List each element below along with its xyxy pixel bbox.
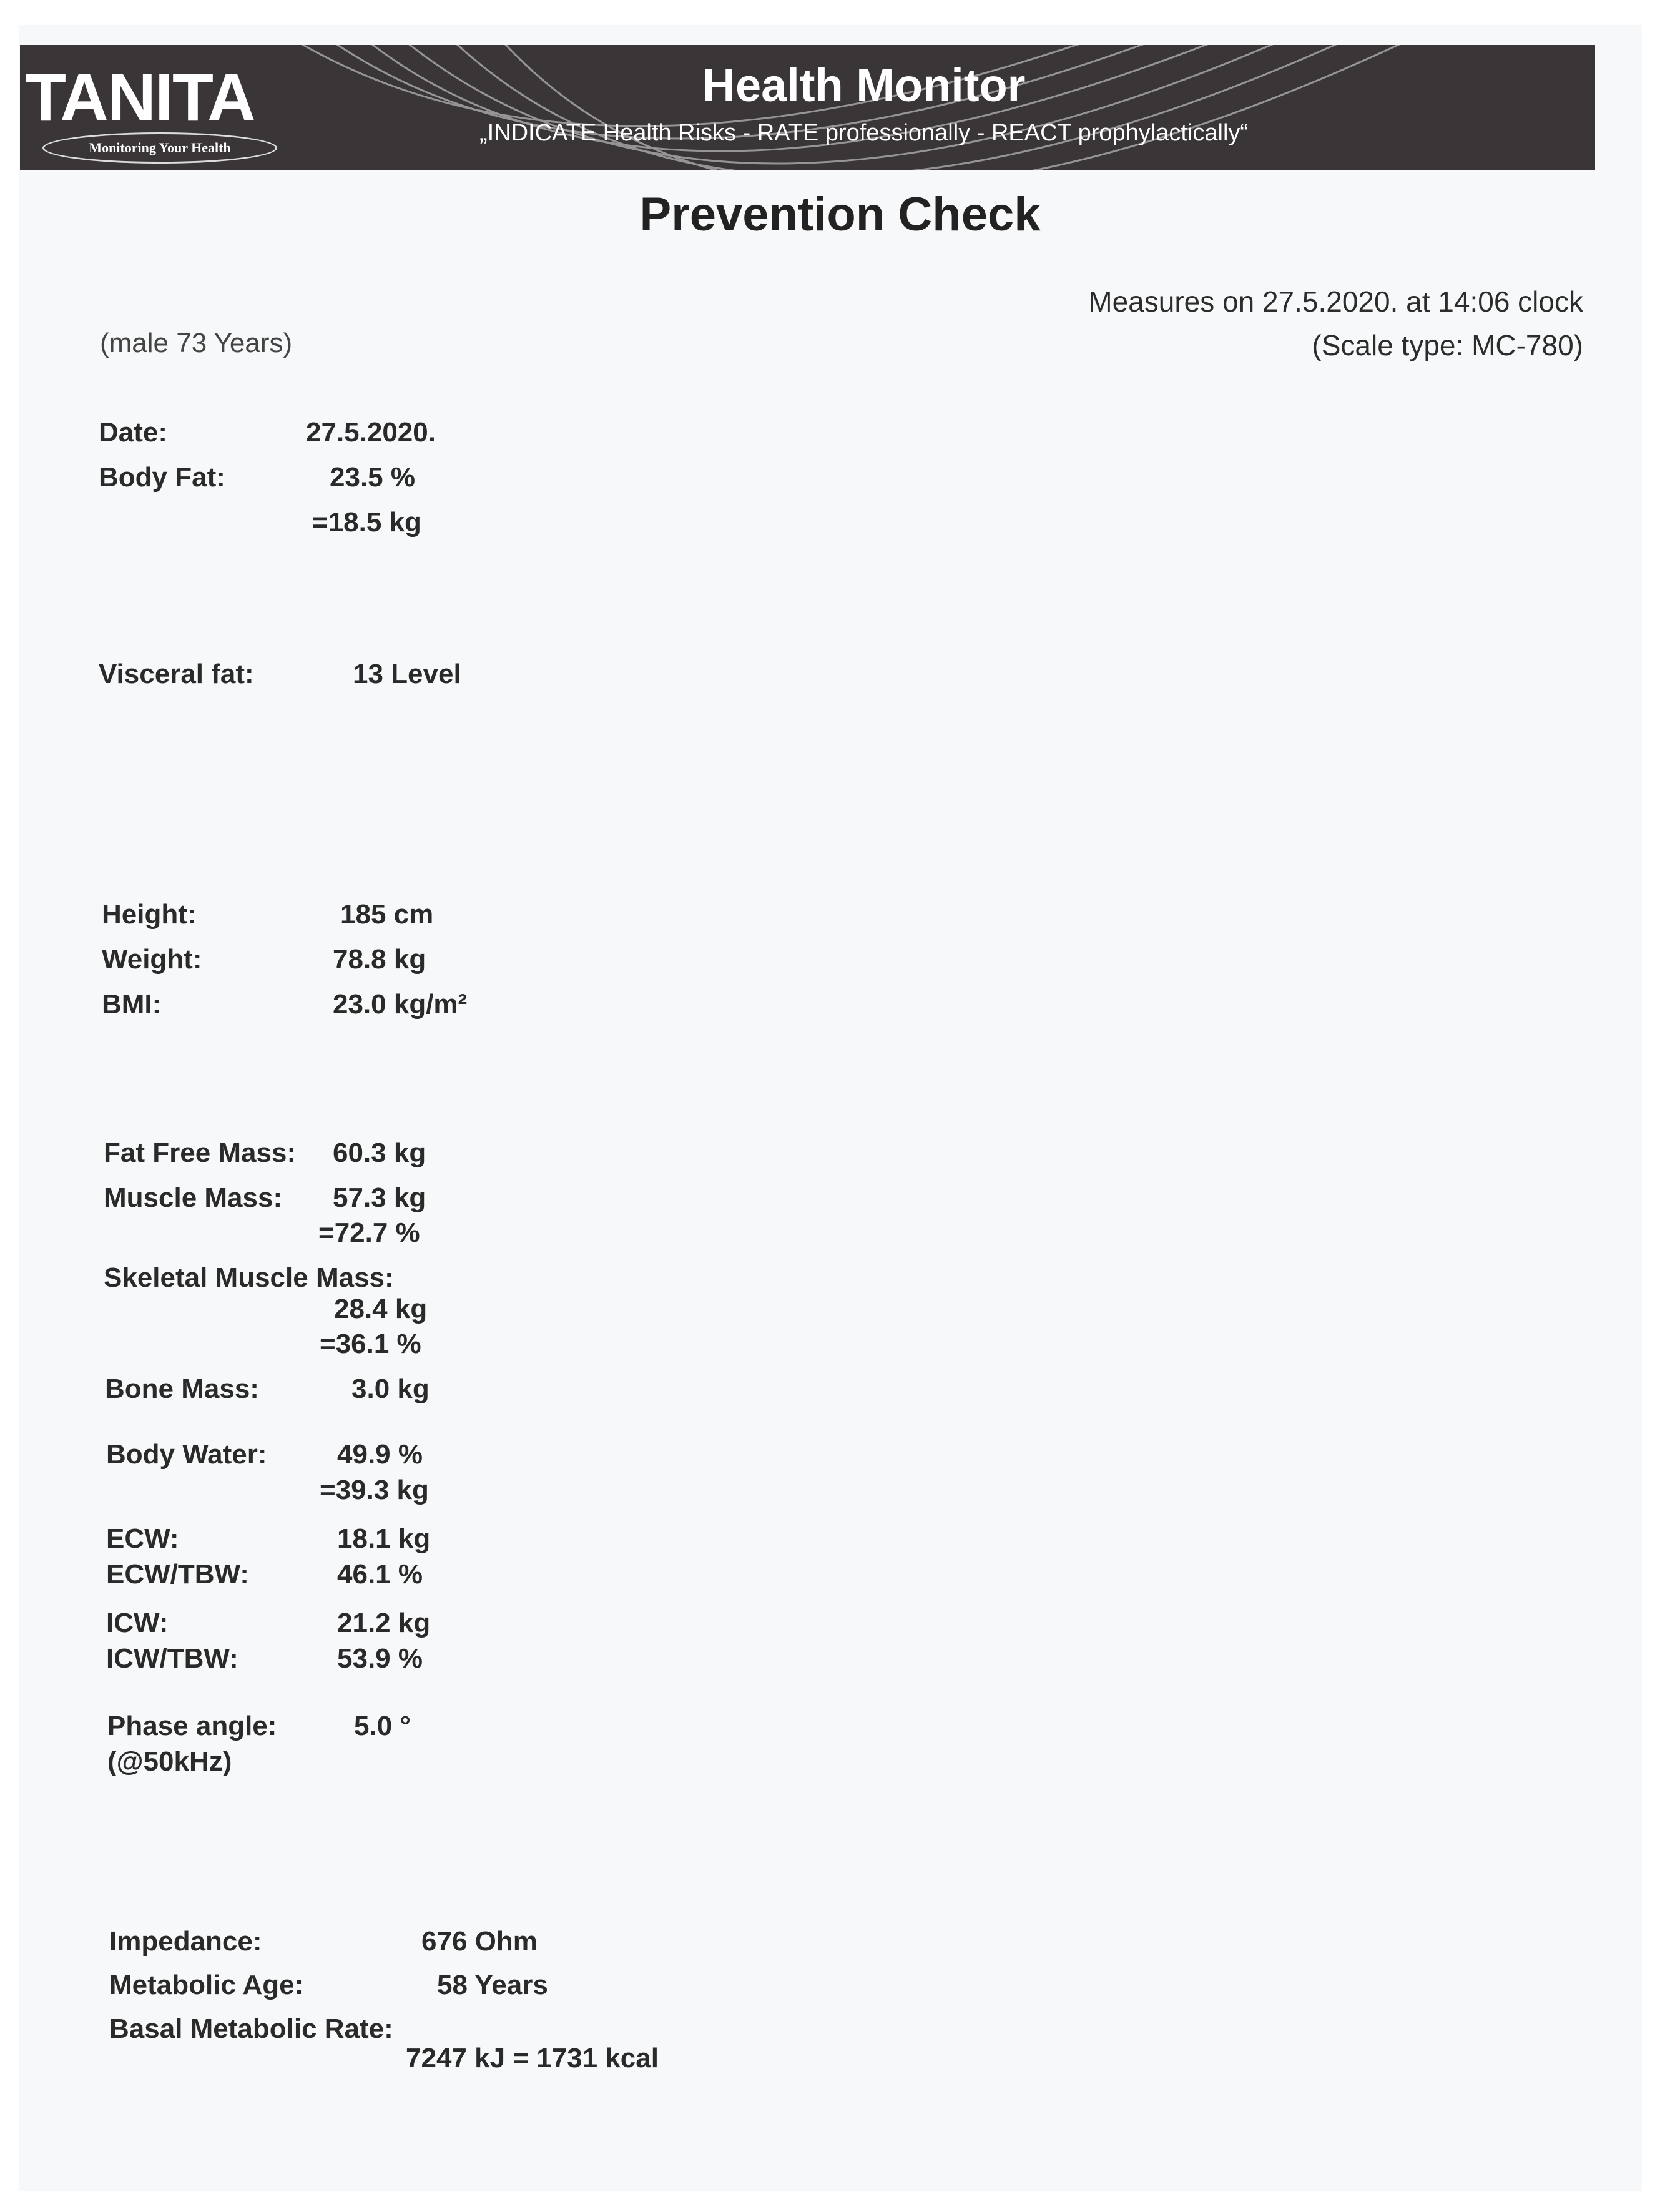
body-water-value: 49.9 % — [337, 1439, 423, 1470]
ecw-label: ECW: — [106, 1523, 179, 1554]
weight-value: 78.8 kg — [333, 944, 426, 975]
body-water-kg-value: =39.3 kg — [320, 1475, 429, 1505]
header-banner — [20, 45, 1595, 170]
icw-tbw-value: 53.9 % — [337, 1643, 423, 1674]
date-label: Date: — [99, 417, 168, 448]
phase-angle-value: 5.0 ° — [354, 1711, 411, 1741]
bone-mass-label: Bone Mass: — [105, 1374, 259, 1404]
bmi-value: 23.0 kg/m² — [333, 989, 468, 1020]
logo-tagline: Monitoring Your Health — [42, 132, 277, 164]
tanita-logo: TANITA — [25, 59, 255, 135]
height-label: Height: — [102, 899, 197, 930]
icw-value: 21.2 kg — [337, 1608, 431, 1638]
body-fat-label: Body Fat: — [99, 462, 225, 493]
height-value: 185 cm — [340, 899, 434, 930]
ecw-tbw-label: ECW/TBW: — [106, 1559, 249, 1590]
scale-type: (Scale type: MC-780) — [1312, 329, 1583, 361]
skeletal-muscle-mass-label: Skeletal Muscle Mass: — [104, 1262, 394, 1293]
header-subtitle: „INDICATE Health Risks - RATE professionally - REACT prophylactically“ — [479, 120, 1249, 146]
metabolic-age-label: Metabolic Age: — [109, 1970, 304, 2000]
date-value: 27.5.2020. — [306, 417, 436, 448]
fat-free-mass-value: 60.3 kg — [333, 1138, 426, 1168]
body-water-label: Body Water: — [106, 1439, 267, 1470]
impedance-value: 676 Ohm — [421, 1926, 538, 1957]
bmi-label: BMI: — [102, 989, 162, 1020]
muscle-mass-label: Muscle Mass: — [104, 1182, 283, 1213]
skeletal-muscle-mass-percent-value: =36.1 % — [320, 1329, 421, 1359]
icw-tbw-label: ICW/TBW: — [106, 1643, 238, 1674]
ecw-tbw-value: 46.1 % — [337, 1559, 423, 1590]
phase-angle-label: Phase angle: — [107, 1711, 277, 1741]
skeletal-muscle-mass-value: 28.4 kg — [334, 1294, 428, 1324]
muscle-mass-value: 57.3 kg — [333, 1182, 426, 1213]
body-fat-kg-value: =18.5 kg — [312, 507, 421, 538]
measurement-datetime: Measures on 27.5.2020. at 14:06 clock — [1088, 285, 1583, 318]
body-fat-value: 23.5 % — [330, 462, 415, 493]
measurement-info — [1088, 280, 1583, 367]
visceral-fat-label: Visceral fat: — [99, 659, 254, 689]
bone-mass-value: 3.0 kg — [351, 1374, 430, 1404]
bmr-value: 7247 kJ = 1731 kcal — [406, 2043, 659, 2073]
bmr-label: Basal Metabolic Rate: — [109, 2013, 393, 2044]
phase-angle-frequency-label: (@50kHz) — [107, 1746, 232, 1777]
impedance-label: Impedance: — [109, 1926, 262, 1957]
page-title: Prevention Check — [639, 188, 1041, 241]
ecw-value: 18.1 kg — [337, 1523, 431, 1554]
header-title: Health Monitor — [702, 59, 1026, 111]
patient-info: (male 73 Years) — [100, 328, 293, 358]
visceral-fat-value: 13 Level — [353, 659, 461, 689]
icw-label: ICW: — [106, 1608, 169, 1638]
weight-label: Weight: — [102, 944, 202, 975]
muscle-mass-percent-value: =72.7 % — [318, 1217, 420, 1248]
fat-free-mass-label: Fat Free Mass: — [104, 1138, 297, 1168]
metabolic-age-value: 58 Years — [437, 1970, 548, 2000]
